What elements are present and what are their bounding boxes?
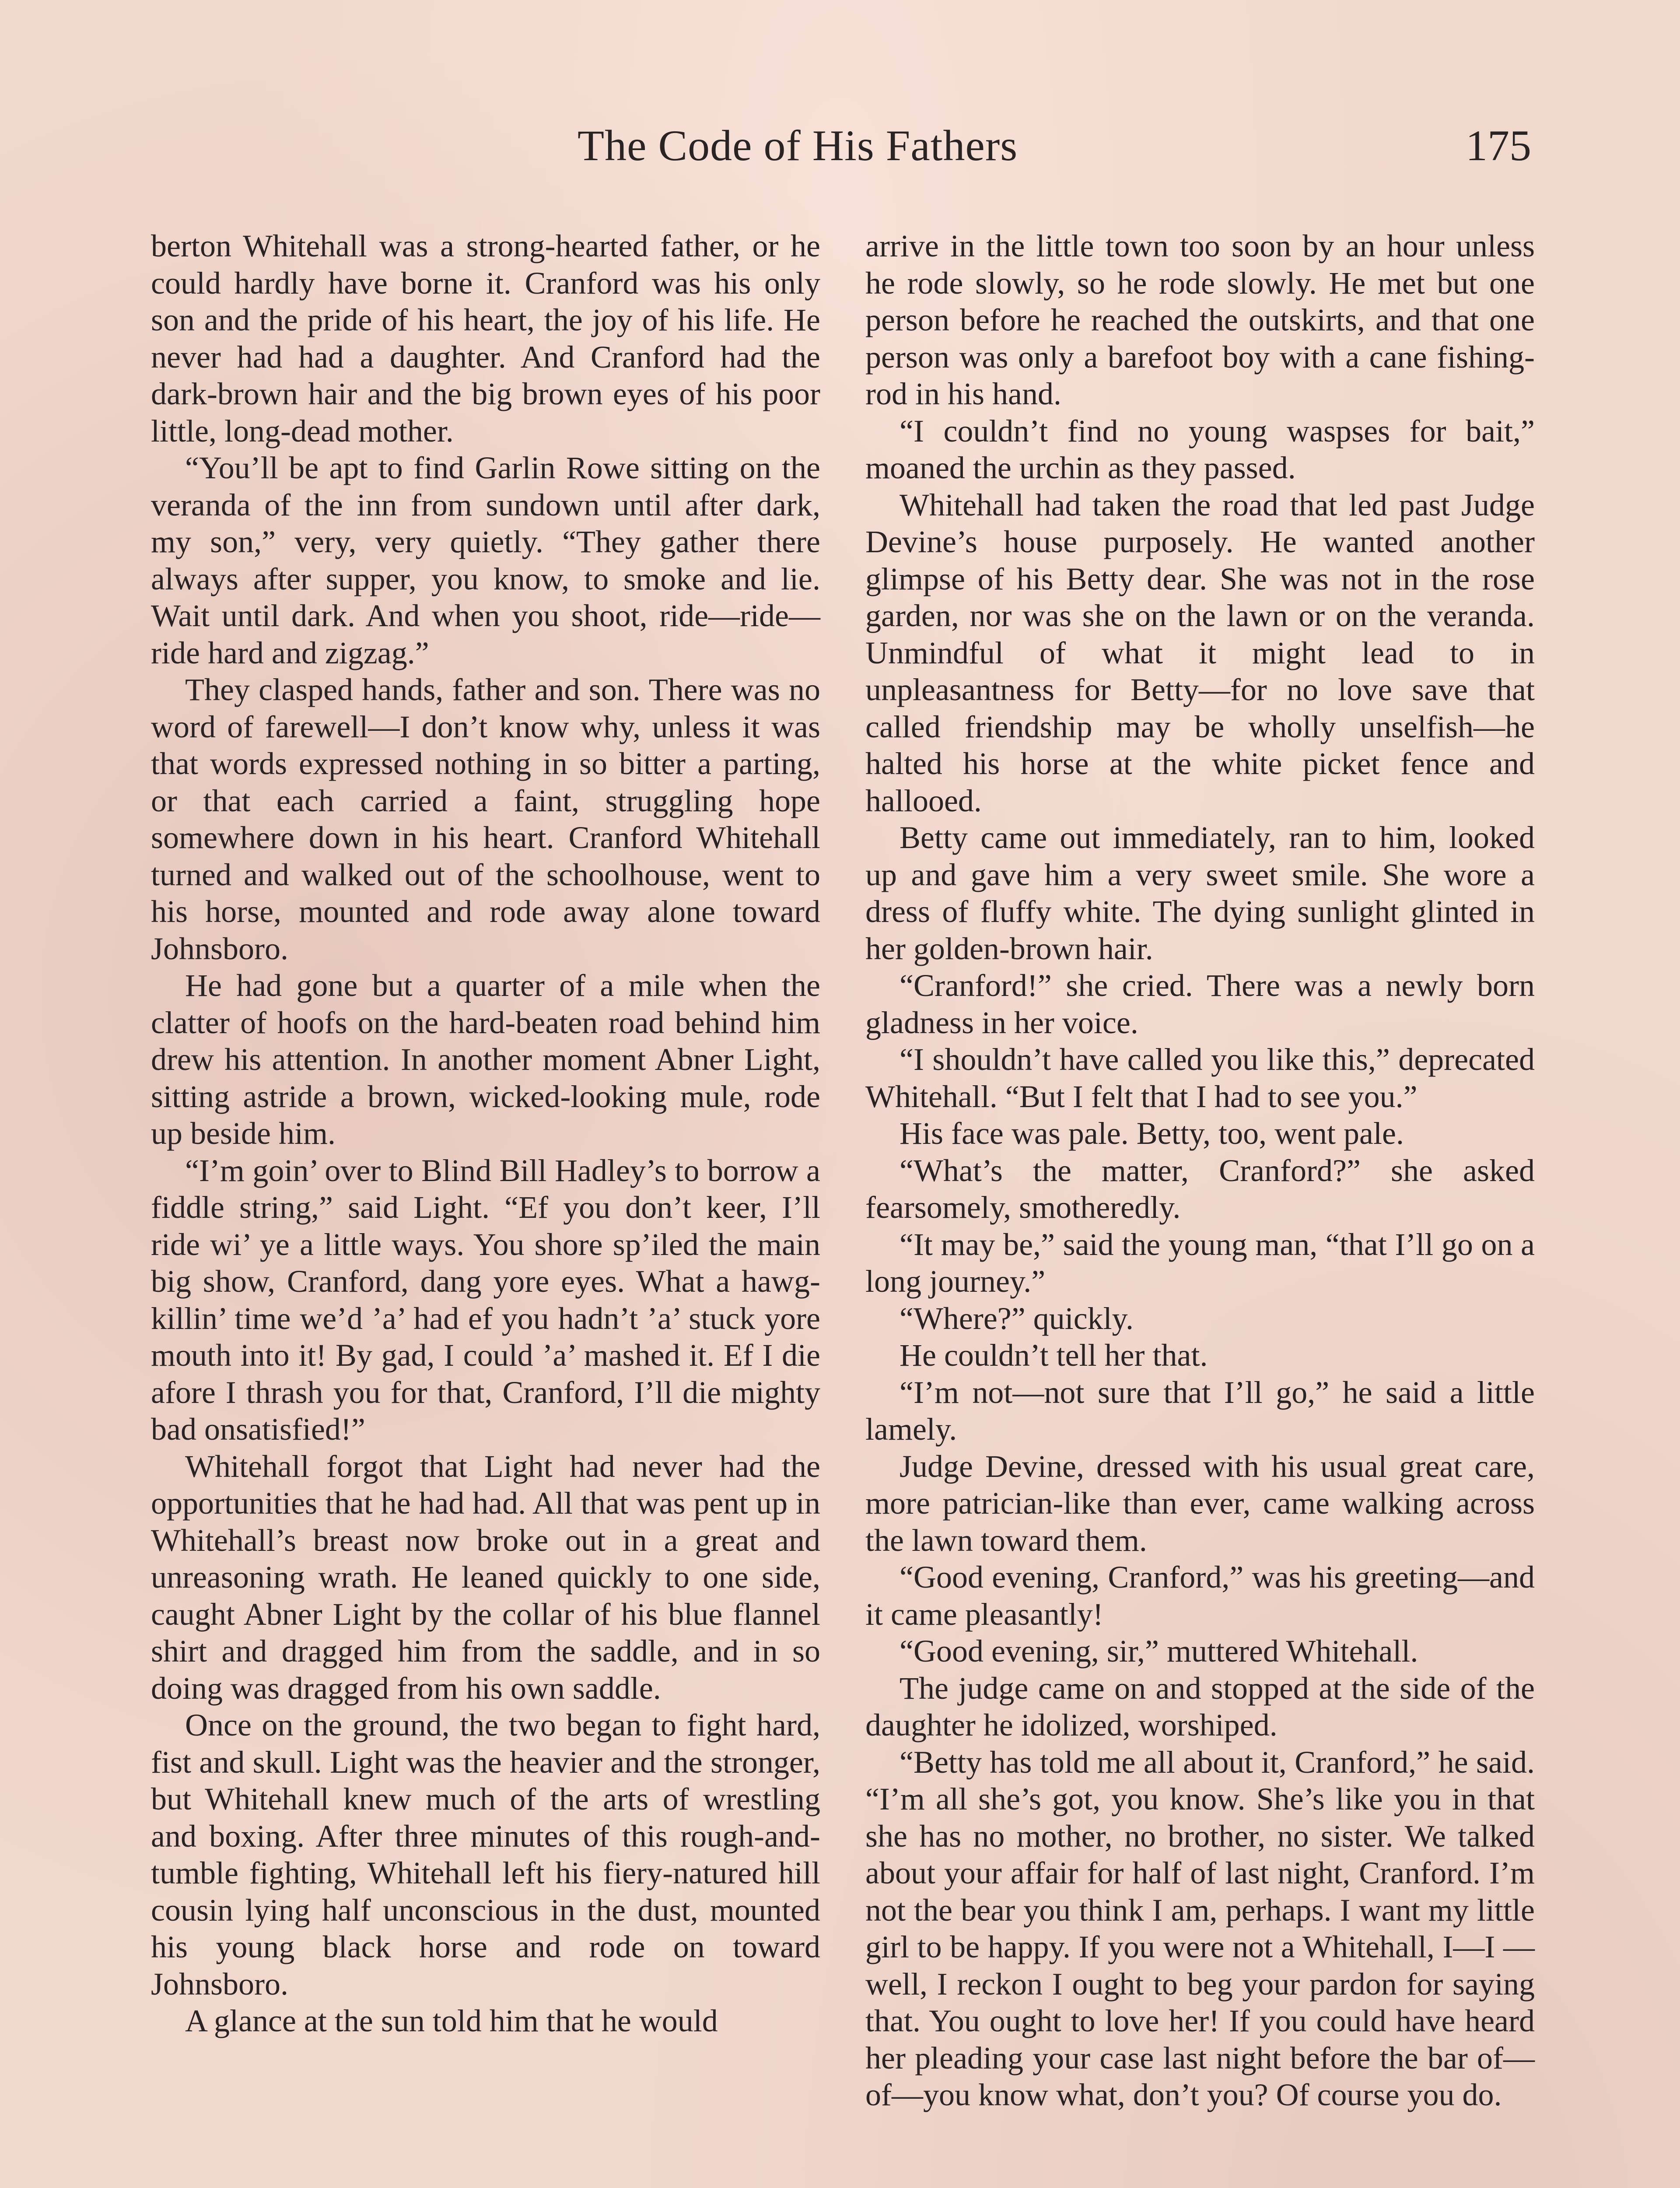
paragraph: “I shouldn’t have called you like this,” deprecated Whitehall. “But I felt that I had to see you.” xyxy=(865,1042,1535,1114)
paragraph: “Good evening, Cranford,” was his greeting—and it came pleasantly! xyxy=(865,1560,1535,1632)
page-number: 175 xyxy=(1466,121,1531,170)
paragraph: arrive in the little town too soon by an hour unless he rode slowly, so he rode slowly. He met but one person before he reached the outskirts, and that one person was only a barefoot boy with a cane fishing-rod in his hand. xyxy=(865,228,1535,411)
right-column xyxy=(865,228,1535,2114)
paragraph: “I’m goin’ over to Blind Bill Hadley’s to borrow a fiddle string,” said Light. “Ef you don’t keer, I’ll ride wi’ ye a little ways. You shore sp’iled the main big show, Cranford, dang yore eyes. What a hawg-killin’ time we’d ’a’ had ef you hadn’t ’a’ stuck yore mouth into it! By gad, I could ’a’ mashed it. Ef I die afore I thrash you for that, Cranford, I’ll die mighty bad onsatisfied!” xyxy=(151,1153,820,1447)
left-column xyxy=(151,228,820,2040)
paragraph: He had gone but a quarter of a mile when the clatter of hoofs on the hard-beaten road behind him drew his attention. In another moment Abner Light, sitting astride a brown, wicked-looking mule, rode up beside him. xyxy=(151,968,820,1151)
paragraph: “Good evening, sir,” muttered Whitehall. xyxy=(900,1634,1418,1669)
paragraph: “I couldn’t find no young waspses for bait,” moaned the urchin as they passed. xyxy=(865,413,1535,485)
running-title: The Code of His Fathers xyxy=(578,121,1018,170)
paragraph: A glance at the sun told him that he would xyxy=(185,2003,718,2038)
paragraph: Once on the ground, the two began to fight hard, fist and skull. Light was the heavier and the stronger, but Whitehall knew much of the arts of wrestling and boxing. After three minutes of this rough-and-tumble fighting, Whitehall left his fiery-natured hill cousin lying half unconscious in the dust, mounted his young black horse and rode on toward Johnsboro. xyxy=(151,1708,820,2002)
paragraph: “What’s the matter, Cranford?” she asked fearsomely, smotheredly. xyxy=(865,1153,1535,1225)
paragraph: Whitehall had taken the road that led past Judge Devine’s house purposely. He wanted another glimpse of his Betty dear. She was not in the rose garden, nor was she on the lawn or on the veranda. Unmindful of what it might lead to in unpleasantness for Betty—for no love save that called friendship may be wholly unselfish—he halted his horse at the white picket fence and hallooed. xyxy=(865,487,1535,818)
page-header xyxy=(149,120,1549,182)
paragraph: “Where?” quickly. xyxy=(900,1301,1134,1336)
paragraph: “You’ll be apt to find Garlin Rowe sitting on the veranda of the inn from sundown until after dark, my son,” very, very quietly. “They gather there always after supper, you know, to smoke and lie. Wait until dark. And when you shoot, ride—ride—ride hard and zigzag.” xyxy=(151,450,820,670)
paragraph: “I’m not—not sure that I’ll go,” he said a little lamely. xyxy=(865,1375,1535,1447)
paragraph: Betty came out immediately, ran to him, looked up and gave him a very sweet smile. She wore a dress of fluffy white. The dying sunlight glinted in her golden-brown hair. xyxy=(865,820,1535,966)
paragraph: “It may be,” said the young man, “that I’ll go on a long journey.” xyxy=(865,1227,1535,1299)
paragraph: Judge Devine, dressed with his usual great care, more patrician-like than ever, came walking across the lawn toward them. xyxy=(865,1448,1535,1558)
paragraph: berton Whitehall was a strong-hearted father, or he could hardly have borne it. Cranford was his only son and the pride of his heart, the joy of his life. He never had had a daughter. And Cranford had the dark-brown hair and the big brown eyes of his poor little, long-dead mother. xyxy=(151,228,820,449)
paragraph: “Cranford!” she cried. There was a newly born gladness in her voice. xyxy=(865,968,1535,1040)
paragraph: He couldn’t tell her that. xyxy=(900,1338,1208,1373)
paragraph: The judge came on and stopped at the side of the daughter he idolized, worshiped. xyxy=(865,1670,1535,1743)
paragraph: His face was pale. Betty, too, went pale. xyxy=(900,1116,1404,1151)
paragraph: They clasped hands, father and son. There was no word of farewell—I don’t know why, unless it was that words expressed nothing in so bitter a parting, or that each carried a faint, struggling hope somewhere down in his heart. Cranford Whitehall turned and walked out of the schoolhouse, went to his horse, mounted and rode away alone toward Johnsboro. xyxy=(151,672,820,966)
paragraph: Whitehall forgot that Light had never had the opportunities that he had had. All that was pent up in Whitehall’s breast now broke out in a great and unreasoning wrath. He leaned quickly to one side, caught Abner Light by the collar of his blue flannel shirt and dragged him from the saddle, and in so doing was dragged from his own saddle. xyxy=(151,1448,820,1706)
paragraph: “Betty has told me all about it, Cranford,” he said. “I’m all she’s got, you know. She’s like you in that she has no mother, no brother, no sister. We talked about your affair for half of last night, Cranford. I’m not the bear you think I am, perhaps. I want my little girl to be happy. If you were not a Whitehall, I—I —well, I reckon I ought to beg your pardon for saying that. You ought to love her! If you could have heard her pleading your case last night before the bar of—of—you know what, don’t you? Of course you do. xyxy=(865,1744,1535,2112)
